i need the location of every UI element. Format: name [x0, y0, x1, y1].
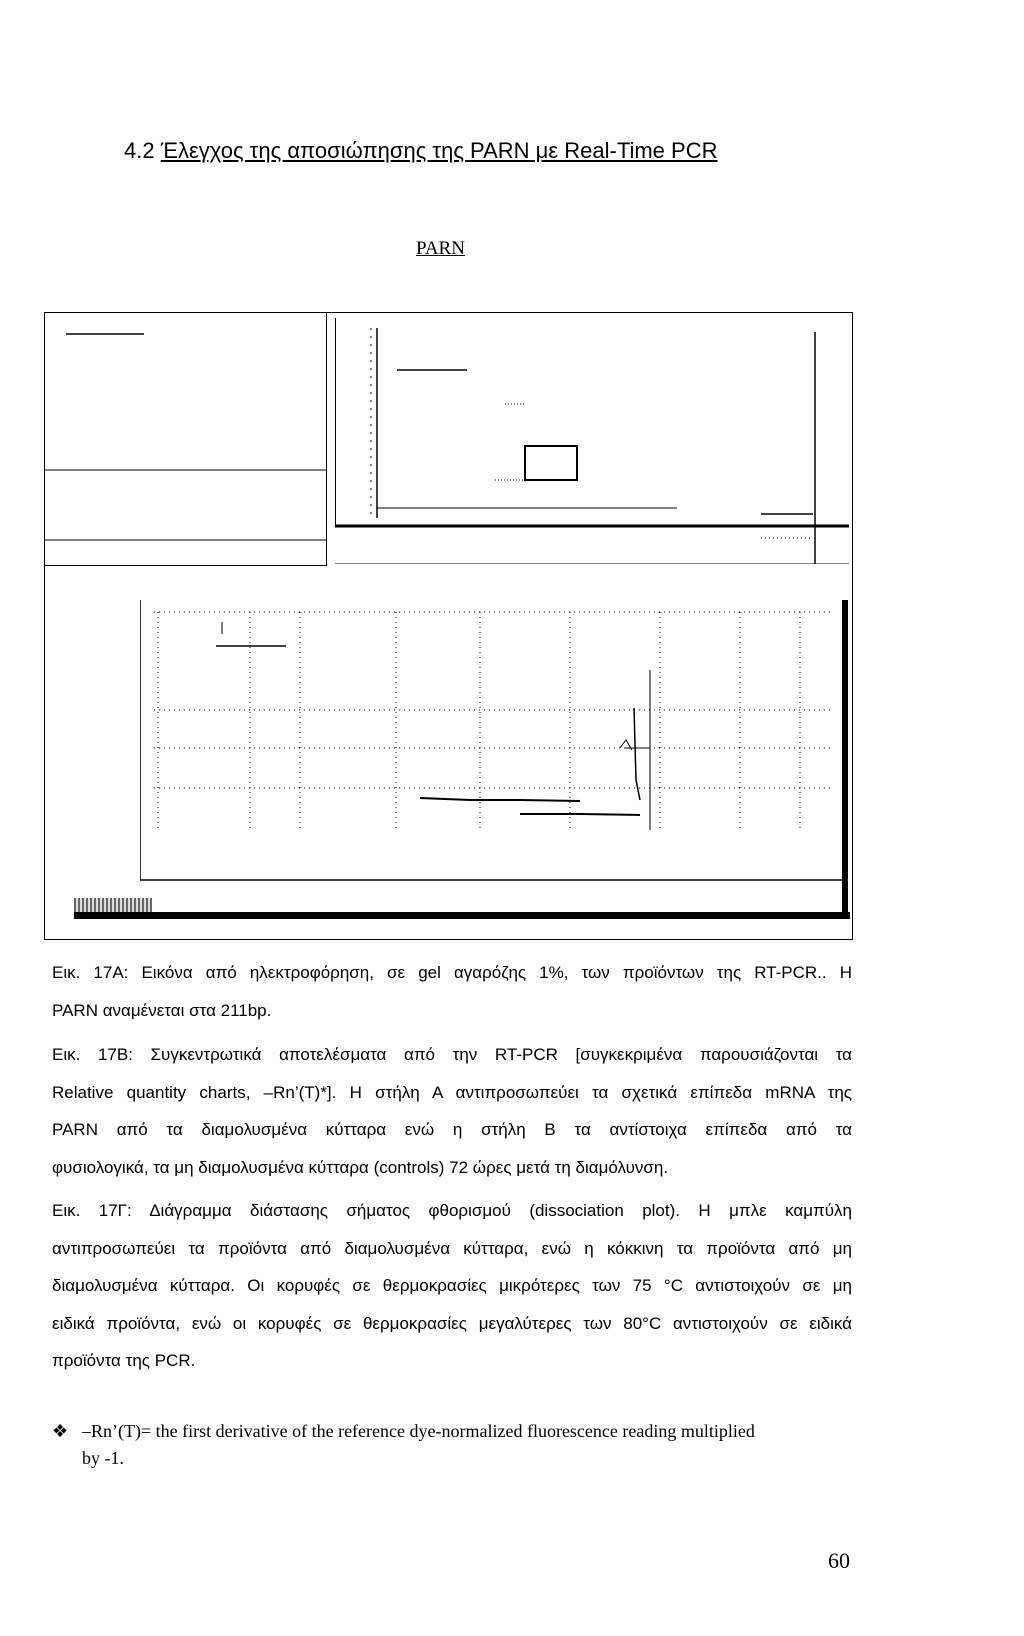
- caption-fig17b: [52, 1036, 852, 1186]
- melt-curve-peak: [634, 708, 640, 800]
- caption-line: διαμολυσμένα κύτταρα. Οι κορυφές σε θερμοκρασίες μικρότερες των 75 °C αντιστοιχούν σε μη: [52, 1276, 852, 1295]
- plot-right-bar: [842, 600, 848, 915]
- bullet-icon: ❖: [52, 1421, 69, 1441]
- page-number: 60: [828, 1548, 850, 1573]
- section-title: Έλεγχος της αποσιώπησης της PARN με Real-Time PCR: [160, 138, 718, 163]
- section-heading: [124, 138, 717, 164]
- caption-line: Εικ. 17Α: Εικόνα από ηλεκτροφόρηση, σε gel αγαρόζης 1%, των προϊόντων της RT-PCR.. Η: [52, 963, 852, 982]
- caption-line: ειδικά προϊόντα, ενώ οι κορυφές σε θερμοκρασίες μεγαλύτερες των 80°C αντιστοιχούν σε ειδικά: [52, 1313, 852, 1333]
- melt-curve-baseline: [520, 814, 640, 815]
- plot-gridlines: [154, 612, 830, 830]
- caption-fig17c: [52, 1192, 852, 1380]
- caption-line: αντιπροσωπεύει τα προϊόντα από διαμολυσμένα κύτταρα, ενώ η κόκκινη τα προϊόντα από μη: [52, 1238, 852, 1258]
- footnote: [52, 1418, 852, 1472]
- bar-b: [525, 446, 577, 480]
- caption-line: προϊόντα της PCR.: [52, 1351, 196, 1370]
- footnote-line: by -1.: [82, 1448, 124, 1468]
- caption-line: Relative quantity charts, –Rn’(T)*]. Η στήλη Α αντιπροσωπεύει τα σχετικά επίπεδα mRNA της: [52, 1082, 852, 1102]
- relative-quantity-panel: [335, 318, 849, 564]
- relative-quantity-chart: [335, 318, 849, 564]
- figure-bottom-bar: [74, 912, 850, 919]
- caption-fig17a: [52, 954, 852, 1029]
- gel-image: [44, 312, 326, 565]
- footnote-line: –Rn’(T)= the first derivative of the reference dye-normalized fluorescence reading multiplied: [82, 1421, 755, 1441]
- dissociation-plot-panel: [140, 600, 848, 915]
- caption-line: φυσιολογικά, τα μη διαμολυσμένα κύτταρα (controls) 72 ώρες μετά τη διαμόλυνση.: [52, 1157, 669, 1177]
- dissociation-plot: [140, 600, 848, 915]
- caption-line: Εικ. 17Γ: Διάγραμμα διάστασης σήματος φθορισμού (dissociation plot). Η μπλε καμπύλη: [52, 1201, 852, 1220]
- caption-line: Εικ. 17Β: Συγκεντρωτικά αποτελέσματα από την RT-PCR [συγκεκριμένα παρουσιάζονται τα: [52, 1045, 852, 1064]
- figure-subheading: PARN: [416, 238, 465, 259]
- caption-line: PARN αναμένεται στα 211bp.: [52, 1000, 272, 1020]
- gel-image-panel: [44, 312, 327, 566]
- section-number: 4.2: [124, 138, 155, 163]
- melt-curve-nonspecific: [420, 798, 580, 801]
- caption-line: PARN από τα διαμολυσμένα κύτταρα ενώ η στήλη Β τα αντίστοιχα επίπεδα από τα: [52, 1120, 852, 1139]
